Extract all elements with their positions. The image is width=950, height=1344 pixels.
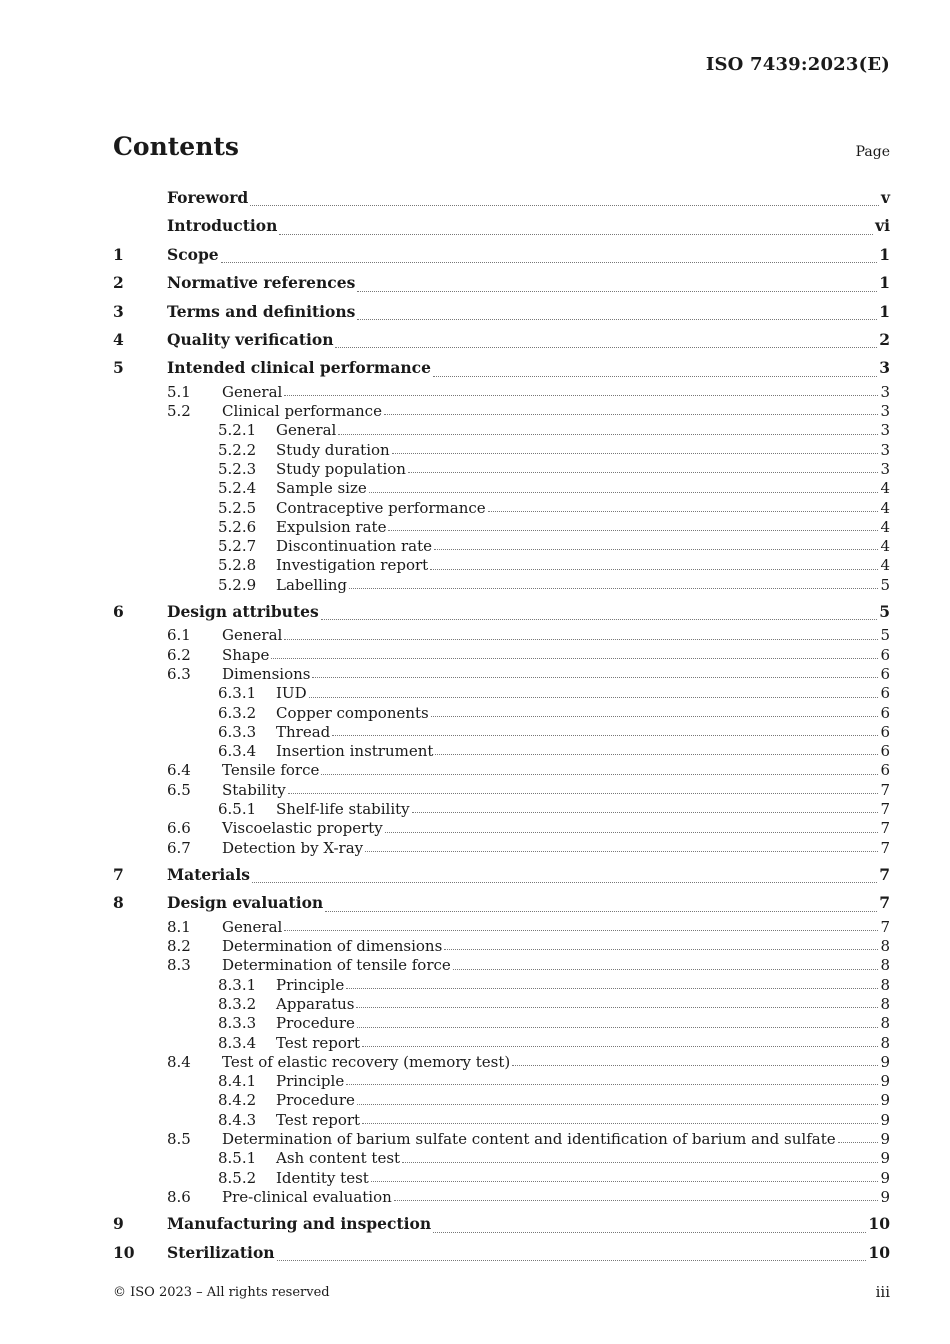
dot-leader [434, 549, 878, 550]
dot-leader [279, 234, 873, 235]
toc-entry-page: 3 [880, 402, 890, 421]
toc-entry-number: 6.1 [167, 626, 191, 645]
toc-entry[interactable] [113, 326, 890, 354]
toc-entry-page: 6 [880, 664, 890, 683]
toc-entry-title: Contraceptive performance [276, 498, 486, 517]
dot-leader [488, 511, 879, 512]
toc-entry[interactable] [113, 184, 890, 212]
dot-leader [444, 949, 878, 950]
toc-entry-page: 5 [880, 626, 890, 645]
toc-entry-page: 7 [880, 917, 890, 936]
toc-entry[interactable] [113, 402, 890, 421]
toc-entry-page: 3 [880, 382, 890, 401]
toc-entry-number: 8.4.3 [218, 1110, 257, 1129]
toc-entry-page: 9 [880, 1168, 890, 1187]
toc-entry-title: Design evaluation [167, 893, 324, 913]
toc-entry[interactable] [113, 421, 890, 440]
toc-entry-page: 9 [880, 1149, 890, 1168]
toc-entry[interactable] [113, 723, 890, 742]
toc-entry-page: 10 [868, 1214, 890, 1234]
toc-entry[interactable] [113, 761, 890, 780]
toc-entry[interactable] [113, 742, 890, 761]
toc-entry-title: IUD [276, 684, 307, 703]
toc-entry[interactable] [113, 800, 890, 819]
toc-entry[interactable] [113, 646, 890, 665]
dot-leader [357, 291, 877, 292]
dot-leader [335, 347, 877, 348]
toc-entry[interactable] [113, 556, 890, 575]
dot-leader [357, 1027, 879, 1028]
toc-entry-number: 6.5 [167, 780, 191, 799]
dot-leader [384, 414, 879, 415]
toc-entry[interactable] [113, 1014, 890, 1033]
toc-entry[interactable] [113, 1169, 890, 1188]
toc-entry[interactable] [113, 1210, 890, 1238]
toc-entry[interactable] [113, 1053, 890, 1072]
dot-leader [288, 793, 879, 794]
toc-entry-title: Tensile force [222, 761, 320, 780]
page-column-label: Page [855, 144, 890, 160]
toc-entry-number: 6.3 [167, 664, 191, 683]
toc-entry[interactable] [113, 781, 890, 800]
dot-leader [332, 735, 878, 736]
dot-leader [309, 697, 879, 698]
toc-entry[interactable] [113, 1091, 890, 1110]
toc-entry-title: Design attributes [167, 602, 319, 621]
toc-entry-title: General [222, 382, 283, 401]
toc-entry-page: 6 [880, 742, 890, 761]
toc-entry-title: Labelling [276, 575, 348, 594]
document-header: ISO 7439:2023(E) [705, 54, 890, 75]
toc-entry-page: 6 [880, 684, 890, 703]
toc-entry-page: 9 [880, 1130, 890, 1148]
toc-entry-title: Study population [276, 459, 406, 478]
dot-leader [430, 569, 878, 570]
toc-entry-number: 6.7 [167, 838, 191, 857]
footer-page-number: iii [875, 1283, 890, 1301]
toc-entry[interactable] [113, 956, 890, 975]
toc-entry-title: Identity test [276, 1168, 369, 1187]
toc-entry-page: 8 [880, 1014, 890, 1033]
toc-entry-page: 10 [868, 1242, 890, 1262]
toc-entry-page: 1 [879, 244, 890, 264]
toc-entry-page: 6 [880, 645, 890, 664]
toc-entry-page: 4 [880, 537, 890, 556]
dot-leader [346, 988, 878, 989]
toc-entry-page: 3 [880, 440, 890, 459]
toc-entry-number: 6.2 [167, 645, 191, 664]
toc-entry-title: Sample size [276, 479, 367, 498]
toc-entry[interactable] [113, 1130, 890, 1149]
toc-entry-number: 8.3.1 [218, 975, 257, 994]
toc-entry-page: 9 [880, 1091, 890, 1110]
toc-entry-title: Stability [222, 780, 286, 799]
dot-leader [252, 882, 877, 883]
dot-leader [221, 262, 878, 263]
toc-entry[interactable] [113, 819, 890, 838]
toc-entry[interactable] [113, 684, 890, 703]
toc-entry-title: Ash content test [276, 1149, 401, 1168]
toc-entry[interactable] [113, 626, 890, 645]
toc-entry-page: 9 [880, 1187, 890, 1206]
toc-entry-title: Principle [276, 975, 345, 994]
toc-entry-page: 7 [880, 800, 890, 819]
toc-entry-title: Intended clinical performance [167, 358, 431, 378]
toc-entry-title: Determination of barium sulfate content and identification of barium and sulfate [222, 1130, 836, 1148]
toc-entry-title: Discontinuation rate [276, 537, 433, 556]
toc-entry-page: 8 [880, 994, 890, 1013]
toc-entry-title: General [222, 626, 283, 645]
toc-entry-page: vi [875, 216, 890, 236]
toc-entry-title: Procedure [276, 1014, 355, 1033]
toc-entry-page: 7 [880, 819, 890, 838]
toc-entry-title: Copper components [276, 703, 429, 722]
toc-entry-page: v [880, 188, 890, 207]
toc-entry[interactable] [113, 839, 890, 858]
toc-entry-number: 8.2 [167, 937, 191, 956]
toc-entry-title: Principle [276, 1072, 345, 1091]
toc-entry-title: Determination of tensile force [222, 956, 451, 975]
toc-entry-title: Foreword [167, 188, 249, 207]
toc-entry-number: 5.2.1 [218, 421, 257, 440]
toc-entry-page: 5 [880, 575, 890, 594]
toc-entry[interactable] [113, 889, 890, 917]
dot-leader [431, 716, 879, 717]
toc-entry[interactable] [113, 537, 890, 556]
toc-entry[interactable] [113, 665, 890, 684]
toc-entry-number: 5.2.2 [218, 440, 257, 459]
toc-entry-title: Sterilization [167, 1242, 275, 1262]
toc-entry-number: 8 [113, 893, 124, 913]
toc-entry-number: 5.2.5 [218, 498, 257, 517]
dot-leader [277, 1260, 867, 1261]
toc-entry-page: 3 [880, 421, 890, 440]
toc-entry-title: Terms and definitions [167, 301, 356, 321]
toc-entry-page: 9 [880, 1072, 890, 1091]
toc-entry-number: 5.2.4 [218, 479, 257, 498]
toc-entry-title: Quality verification [167, 329, 334, 349]
toc-entry-number: 8.3.2 [218, 994, 257, 1013]
toc-entry-title: General [222, 917, 283, 936]
toc-entry[interactable] [113, 995, 890, 1014]
toc-entry-number: 5.2.7 [218, 537, 257, 556]
toc-entry-number: 8.3 [167, 956, 191, 975]
toc-entry-number: 5.2 [167, 402, 191, 421]
dot-leader [512, 1065, 878, 1066]
toc-entry-number: 6.4 [167, 761, 191, 780]
toc-entry-title: Expulsion rate [276, 517, 387, 536]
toc-entry-number: 8.5.2 [218, 1168, 257, 1187]
toc-entry-title: General [276, 421, 337, 440]
toc-entry-page: 7 [880, 780, 890, 799]
toc-entry-title: Procedure [276, 1091, 355, 1110]
toc-entry-number: 8.3.3 [218, 1014, 257, 1033]
toc-entry[interactable] [113, 518, 890, 537]
toc-entry-title: Viscoelastic property [222, 819, 383, 838]
toc-entry-number: 6.3.4 [218, 742, 257, 761]
toc-entry[interactable] [113, 861, 890, 889]
toc-entry[interactable] [113, 1149, 890, 1168]
dot-leader [433, 1232, 866, 1233]
dot-leader [321, 619, 878, 620]
toc-entry-number: 5.2.8 [218, 556, 257, 575]
toc-entry-page: 5 [879, 602, 890, 621]
toc-entry-page: 3 [880, 459, 890, 478]
dot-leader [349, 588, 878, 589]
toc-entry-number: 8.1 [167, 917, 191, 936]
toc-entry-number: 8.6 [167, 1187, 191, 1206]
toc-entry-number: 9 [113, 1214, 124, 1234]
toc-entry-number: 4 [113, 329, 124, 349]
dot-leader [433, 376, 877, 377]
toc-entry-number: 1 [113, 244, 124, 264]
toc-entry-title: Apparatus [276, 994, 355, 1013]
toc-entry-page: 8 [880, 975, 890, 994]
toc-entry[interactable] [113, 1239, 890, 1267]
dot-leader [388, 530, 878, 531]
toc-entry-title: Thread [276, 722, 331, 741]
toc-entry-page: 1 [879, 301, 890, 321]
toc-entry-title: Test report [276, 1033, 361, 1052]
dot-leader [346, 1084, 878, 1085]
toc-entry-number: 6.3.2 [218, 703, 257, 722]
toc-entry-number: 6 [113, 602, 124, 621]
toc-entry-page: 4 [880, 498, 890, 517]
toc-entry[interactable] [113, 1188, 890, 1207]
toc-entry-title: Materials [167, 864, 250, 884]
dot-leader [312, 677, 878, 678]
toc-entry[interactable] [113, 976, 890, 995]
toc-entry-page: 7 [879, 893, 890, 913]
dot-leader [284, 639, 878, 640]
dot-leader [408, 472, 878, 473]
contents-title-row [113, 130, 890, 164]
toc-entry-number: 8.4.2 [218, 1091, 257, 1110]
toc-entry-title: Introduction [167, 216, 278, 236]
toc-entry-number: 6.3.1 [218, 684, 257, 703]
toc-entry-page: 8 [880, 956, 890, 975]
toc-entry[interactable] [113, 937, 890, 956]
toc-entry-title: Shape [222, 645, 270, 664]
table-of-contents [113, 184, 890, 1267]
dot-leader [338, 434, 878, 435]
dot-leader [435, 754, 878, 755]
contents-title: Contents [113, 132, 240, 161]
toc-entry-page: 7 [880, 838, 890, 857]
toc-entry[interactable] [113, 598, 890, 626]
toc-entry[interactable] [113, 212, 890, 240]
toc-entry[interactable] [113, 704, 890, 723]
toc-entry[interactable] [113, 1111, 890, 1130]
dot-leader [284, 930, 878, 931]
toc-entry-page: 9 [880, 1052, 890, 1071]
toc-entry[interactable] [113, 499, 890, 518]
toc-entry-page: 7 [879, 864, 890, 884]
toc-entry-title: Study duration [276, 440, 390, 459]
toc-entry-number: 6.6 [167, 819, 191, 838]
toc-entry-page: 8 [880, 937, 890, 956]
toc-entry-title: Shelf-life stability [276, 800, 410, 819]
toc-entry-title: Test of elastic recovery (memory test) [222, 1052, 511, 1071]
toc-entry-number: 5.2.6 [218, 517, 257, 536]
dot-leader [402, 1162, 878, 1163]
dot-leader [362, 1123, 878, 1124]
dot-leader [357, 319, 877, 320]
toc-entry-page: 6 [880, 761, 890, 780]
toc-entry[interactable] [113, 383, 890, 402]
toc-entry-page: 3 [879, 358, 890, 378]
toc-entry[interactable] [113, 241, 890, 269]
dot-leader [325, 911, 877, 912]
toc-entry[interactable] [113, 354, 890, 382]
toc-entry-page: 6 [880, 703, 890, 722]
dot-leader [357, 1104, 879, 1105]
toc-entry-title: Clinical performance [222, 402, 382, 421]
toc-entry[interactable] [113, 479, 890, 498]
toc-entry-number: 8.5 [167, 1130, 191, 1148]
toc-entry-number: 5.2.9 [218, 575, 257, 594]
toc-entry-title: Normative references [167, 273, 356, 293]
toc-entry-page: 4 [880, 479, 890, 498]
dot-leader [371, 1181, 879, 1182]
copyright-footer: © ISO 2023 – All rights reserved [113, 1285, 330, 1300]
toc-entry-title: Pre-clinical evaluation [222, 1187, 392, 1206]
dot-leader [356, 1007, 878, 1008]
toc-entry-page: 2 [879, 329, 890, 349]
dot-leader [453, 969, 879, 970]
dot-leader [412, 812, 879, 813]
toc-entry-page: 8 [880, 1033, 890, 1052]
dot-leader [250, 205, 879, 206]
toc-entry[interactable] [113, 1072, 890, 1091]
dot-leader [838, 1142, 879, 1143]
dot-leader [392, 453, 879, 454]
dot-leader [284, 395, 878, 396]
toc-entry-number: 5.1 [167, 382, 191, 401]
toc-entry-title: Insertion instrument [276, 742, 434, 761]
toc-entry-number: 5 [113, 358, 124, 378]
toc-entry[interactable] [113, 576, 890, 595]
toc-entry-page: 6 [880, 722, 890, 741]
toc-entry-number: 8.4 [167, 1052, 191, 1071]
dot-leader [321, 774, 878, 775]
toc-entry[interactable] [113, 441, 890, 460]
toc-entry[interactable] [113, 918, 890, 937]
toc-entry-title: Scope [167, 244, 219, 264]
toc-entry-title: Manufacturing and inspection [167, 1214, 432, 1234]
toc-entry-number: 8.4.1 [218, 1072, 257, 1091]
toc-entry-title: Test report [276, 1110, 361, 1129]
toc-entry-number: 3 [113, 301, 124, 321]
dot-leader [369, 492, 879, 493]
toc-entry-page: 9 [880, 1110, 890, 1129]
toc-entry-number: 5.2.3 [218, 459, 257, 478]
dot-leader [365, 851, 878, 852]
dot-leader [394, 1200, 879, 1201]
toc-entry[interactable] [113, 269, 890, 297]
toc-entry[interactable] [113, 460, 890, 479]
toc-entry-number: 8.5.1 [218, 1149, 257, 1168]
toc-entry-number: 6.5.1 [218, 800, 257, 819]
toc-entry-number: 8.3.4 [218, 1033, 257, 1052]
toc-entry-number: 7 [113, 864, 124, 884]
toc-entry-page: 4 [880, 556, 890, 575]
toc-entry-title: Detection by X-ray [222, 838, 364, 857]
toc-entry-number: 10 [113, 1242, 135, 1262]
dot-leader [362, 1046, 878, 1047]
toc-entry-title: Dimensions [222, 664, 311, 683]
toc-entry-number: 6.3.3 [218, 722, 257, 741]
dot-leader [385, 832, 879, 833]
toc-entry-title: Investigation report [276, 556, 429, 575]
toc-entry-title: Determination of dimensions [222, 937, 443, 956]
toc-entry-page: 1 [879, 273, 890, 293]
toc-entry[interactable] [113, 1034, 890, 1053]
toc-entry-page: 4 [880, 517, 890, 536]
dot-leader [271, 658, 878, 659]
toc-entry[interactable] [113, 298, 890, 326]
toc-entry-number: 2 [113, 273, 124, 293]
